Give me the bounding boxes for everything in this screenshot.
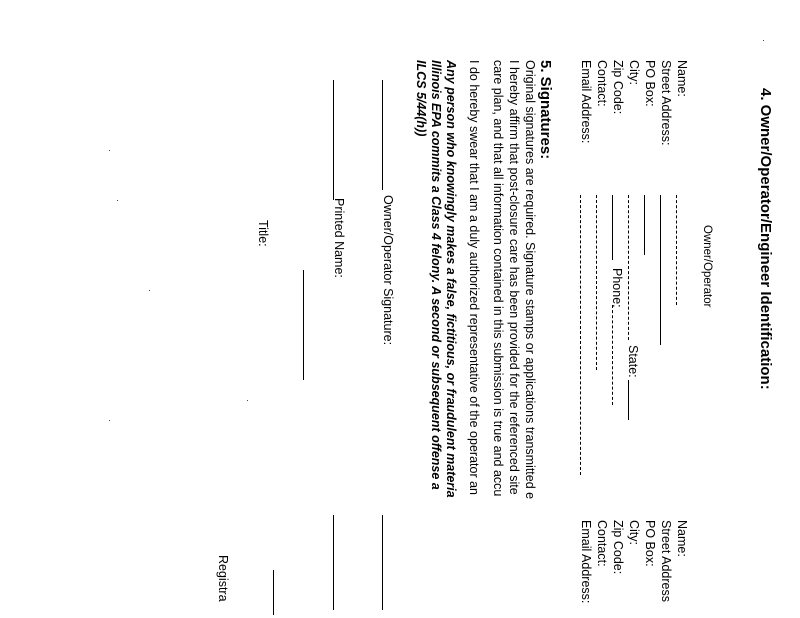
owner-signature-line-left[interactable]	[382, 80, 383, 190]
owner-zip-label: Zip Code:	[611, 60, 625, 115]
affirm-line-2: care plan, and that all information contained in this submission is true and accu	[491, 60, 505, 497]
owner-pobox-field[interactable]	[644, 195, 645, 255]
printed-name-line-left[interactable]	[333, 80, 334, 200]
owner-street-label: Street Address:	[659, 60, 673, 146]
owner-contact-label: Contact:	[595, 60, 609, 107]
title-label: Title:	[256, 220, 270, 247]
engineer-name-label: Name:	[675, 520, 689, 557]
owner-signature-label: Owner/Operator Signature:	[381, 195, 395, 346]
owner-name-label: Name:	[675, 60, 689, 97]
owner-phone-field[interactable]	[612, 305, 613, 405]
owner-operator-column-title: Owner/Operator	[701, 225, 713, 308]
felony-warning-line-1: Any person who knowingly makes a false, fictitious, or fraudulent materia	[444, 60, 458, 498]
owner-state-label: State:	[626, 345, 640, 378]
owner-pobox-label: PO Box:	[643, 60, 657, 107]
felony-warning-line-3: ILCS 5/44(h))	[414, 60, 428, 137]
owner-city-label: City:	[627, 60, 641, 85]
scan-speck	[763, 40, 764, 41]
swear-line: I do hereby swear that I am a duly authorized representative of the operator an	[467, 60, 481, 495]
engineer-zip-label: Zip Code:	[611, 520, 625, 575]
owner-zip-field[interactable]	[612, 195, 613, 260]
owner-name-field[interactable]	[676, 195, 677, 305]
felony-warning-line-2: Illinois EPA commits a Class 4 felony. A second or subsequent offense a	[429, 60, 443, 490]
engineer-street-label: Street Address	[659, 520, 673, 602]
registrant-label: Registra	[216, 555, 230, 602]
scan-speck	[247, 400, 248, 401]
printed-name-line-right[interactable]	[333, 515, 334, 610]
owner-state-field[interactable]	[628, 380, 629, 420]
engineer-pobox-label: PO Box:	[643, 520, 657, 567]
owner-phone-label: Phone:	[610, 268, 624, 308]
section-5-heading: 5. Signatures:	[537, 60, 554, 160]
engineer-contact-label: Contact:	[595, 520, 609, 567]
scan-speck	[109, 420, 110, 421]
affirm-line-1: I hereby affirm that post-closure care has been provided for the referenced site	[507, 60, 521, 495]
owner-email-label: Email Address:	[579, 60, 593, 144]
scan-speck	[117, 200, 118, 201]
scan-speck	[109, 150, 110, 151]
title-line-right[interactable]	[273, 570, 274, 615]
engineer-email-label: Email Address:	[579, 520, 593, 604]
owner-city-field[interactable]	[628, 195, 629, 340]
owner-signature-line-right[interactable]	[382, 515, 383, 610]
printed-name-underline[interactable]	[303, 270, 304, 380]
signatures-note-line: Original signatures are required. Signature stamps or applications transmitted e	[523, 60, 537, 500]
section-4-heading: 4. Owner/Operator/Engineer Identification:	[757, 88, 774, 390]
engineer-city-label: City:	[627, 520, 641, 545]
owner-email-field[interactable]	[580, 195, 581, 475]
printed-name-label: Printed Name:	[332, 198, 346, 278]
owner-contact-field[interactable]	[596, 195, 597, 370]
scan-speck	[149, 290, 150, 291]
owner-street-field[interactable]	[660, 195, 661, 345]
